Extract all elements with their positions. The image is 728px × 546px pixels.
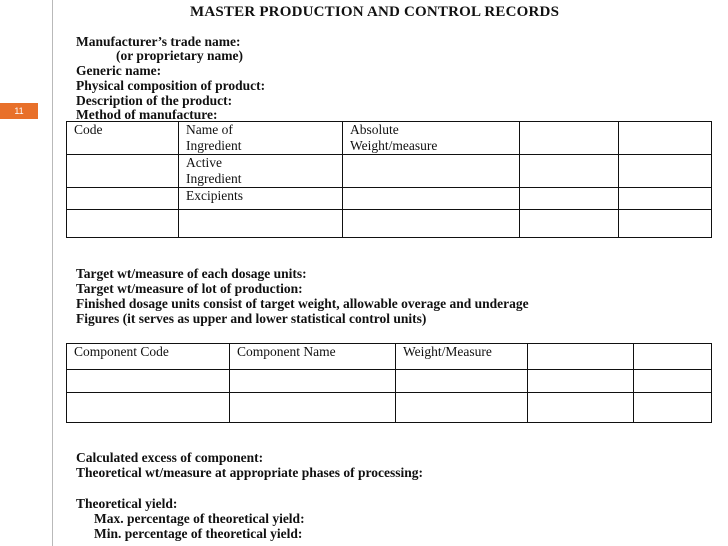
ingredient-row-cell: Name of Ingredient xyxy=(179,122,343,155)
field-theoretical-yield: Theoretical yield: xyxy=(76,496,178,511)
field-physical-composition: Physical composition of product: xyxy=(76,78,266,93)
component-row-cell: Component Name xyxy=(230,344,396,370)
ingredient-row-cell xyxy=(520,210,619,238)
field-generic-name: Generic name: xyxy=(76,63,162,78)
ingredient-row-cell xyxy=(619,155,712,188)
field-max-yield: Max. percentage of theoretical yield: xyxy=(94,511,305,526)
ingredient-row-cell xyxy=(520,188,619,210)
ingredient-row-cell xyxy=(343,210,520,238)
component-row-cell xyxy=(67,393,230,423)
component-row-cell xyxy=(528,370,634,393)
field-calculated-excess: Calculated excess of component: xyxy=(76,450,264,465)
ingredient-row-cell xyxy=(619,122,712,155)
ingredient-row-cell xyxy=(343,188,520,210)
slide-number-badge: 11 xyxy=(0,103,38,119)
ingredient-row-cell: Code xyxy=(67,122,179,155)
component-row-cell xyxy=(528,393,634,423)
ingredient-row-cell: Excipients xyxy=(179,188,343,210)
ingredient-row xyxy=(67,188,712,210)
ingredient-row-cell xyxy=(179,210,343,238)
field-theoretical-wt-phases: Theoretical wt/measure at appropriate phases of processing: xyxy=(76,465,423,480)
field-method-of-manufacture: Method of manufacture: xyxy=(76,107,218,122)
component-row-cell: Component Code xyxy=(67,344,230,370)
component-row-cell xyxy=(528,344,634,370)
field-target-dosage-unit: Target wt/measure of each dosage units: xyxy=(76,266,307,281)
component-row xyxy=(67,344,712,370)
field-finished-dosage-units: Finished dosage units consist of target weight, allowable overage and underage xyxy=(76,296,529,311)
ingredient-row-cell xyxy=(520,122,619,155)
component-row-cell xyxy=(634,370,712,393)
component-row-cell: Weight/Measure xyxy=(396,344,528,370)
field-trade-name: Manufacturer’s trade name: xyxy=(76,34,241,49)
field-proprietary-name: (or proprietary name) xyxy=(116,48,243,63)
ingredient-row-cell: Active Ingredient xyxy=(179,155,343,188)
field-min-yield: Min. percentage of theoretical yield: xyxy=(94,526,303,541)
document-title: MASTER PRODUCTION AND CONTROL RECORDS xyxy=(190,4,560,20)
ingredient-row-cell xyxy=(343,155,520,188)
ingredient-row xyxy=(67,210,712,238)
component-row-cell xyxy=(230,393,396,423)
ingredient-row-cell xyxy=(67,210,179,238)
component-row-cell xyxy=(634,393,712,423)
ingredient-row xyxy=(67,122,712,155)
field-description: Description of the product: xyxy=(76,93,233,108)
ingredient-row-cell xyxy=(619,210,712,238)
ingredient-row-cell xyxy=(67,188,179,210)
component-row xyxy=(67,370,712,393)
ingredient-table xyxy=(66,121,712,238)
ingredient-row-cell xyxy=(67,155,179,188)
component-row-cell xyxy=(396,370,528,393)
component-row-cell xyxy=(396,393,528,423)
component-row-cell xyxy=(67,370,230,393)
component-row-cell xyxy=(230,370,396,393)
component-row xyxy=(67,393,712,423)
ingredient-row-cell xyxy=(619,188,712,210)
field-figures: Figures (it serves as upper and lower statistical control units) xyxy=(76,311,427,326)
component-table xyxy=(66,343,712,423)
ingredient-row-cell: Absolute Weight/measure xyxy=(343,122,520,155)
ingredient-row-cell xyxy=(520,155,619,188)
field-target-lot: Target wt/measure of lot of production: xyxy=(76,281,303,296)
ingredient-row xyxy=(67,155,712,188)
component-row-cell xyxy=(634,344,712,370)
